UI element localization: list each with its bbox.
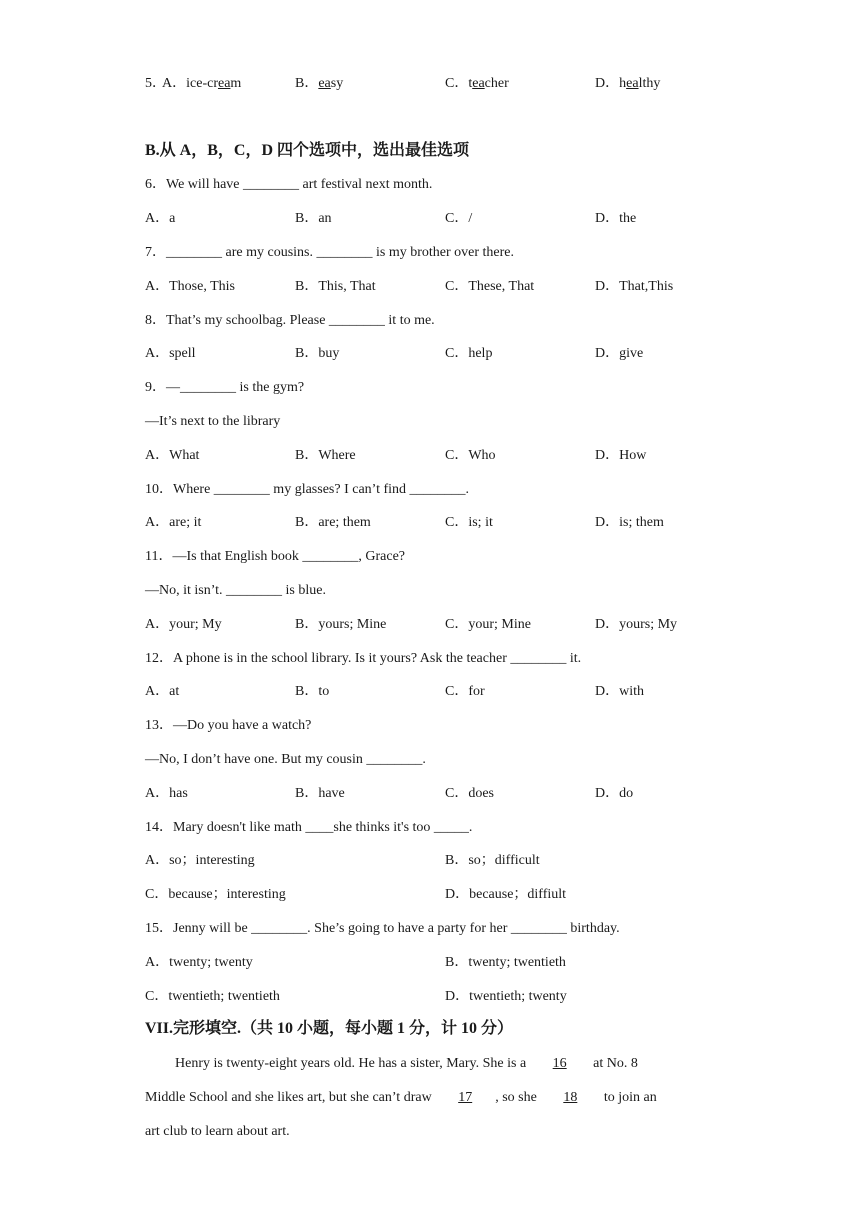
option-text: ice-cr bbox=[186, 76, 218, 91]
option-label: A． bbox=[162, 76, 187, 91]
option-9a: A．What bbox=[145, 448, 200, 463]
option-15b: B．twenty; twentieth bbox=[445, 955, 566, 970]
option-9c: C．Who bbox=[445, 448, 496, 463]
option-6b: B．an bbox=[295, 211, 332, 226]
question-10-stem: 10．Where ________ my glasses? I can’t find ________. bbox=[145, 482, 470, 497]
option-6d: D．the bbox=[595, 211, 637, 226]
question-12-stem: 12．A phone is in the school library. Is it yours? Ask the teacher ________ it. bbox=[145, 651, 582, 666]
option-6a: A．a bbox=[145, 211, 176, 226]
option-13d: D．do bbox=[595, 786, 634, 801]
option-label: B． bbox=[295, 76, 319, 91]
option-text: m bbox=[230, 76, 242, 91]
option-15c: C．twentieth; twentieth bbox=[145, 989, 280, 1004]
passage-text: , so she bbox=[495, 1090, 541, 1105]
passage-text: Henry is twenty-eight years old. He has a sister, Mary. She is a bbox=[175, 1056, 530, 1071]
option-12d: D．with bbox=[595, 684, 644, 699]
passage-line-1 bbox=[175, 1055, 638, 1073]
section-b-heading: B.从 A，B，C，D 四个选项中，选出最佳选项 bbox=[145, 142, 470, 159]
option-14a: A．so；interesting bbox=[145, 853, 255, 868]
blank-18[interactable]: 18 bbox=[563, 1090, 578, 1105]
option-8c: C．help bbox=[445, 346, 493, 361]
option-text: sy bbox=[330, 76, 344, 91]
question-11-stem: 11．—Is that English book ________, Grace? bbox=[145, 549, 405, 564]
underlined-letters: ea bbox=[318, 76, 331, 91]
option-7d: D．That,This bbox=[595, 279, 674, 294]
option-12a: A．at bbox=[145, 684, 180, 699]
option-15a: A．twenty; twenty bbox=[145, 955, 253, 970]
question-9-stem: 9．—________ is the gym? bbox=[145, 380, 305, 395]
question-5-number: 5． bbox=[145, 76, 166, 91]
option-7b: B．This, That bbox=[295, 279, 376, 294]
option-6c: C．/ bbox=[445, 211, 473, 226]
passage-text: at No. 8 bbox=[589, 1056, 638, 1071]
option-11c: C．your; Mine bbox=[445, 617, 531, 632]
blank-16[interactable]: 16 bbox=[552, 1056, 567, 1071]
option-text: t bbox=[468, 76, 473, 91]
option-9d: D．How bbox=[595, 448, 647, 463]
option-12b: B．to bbox=[295, 684, 330, 699]
option-9b: B．Where bbox=[295, 448, 356, 463]
question-11-reply: —No, it isn’t. ________ is blue. bbox=[145, 583, 326, 598]
option-13a: A．has bbox=[145, 786, 188, 801]
option-10d: D．is; them bbox=[595, 515, 664, 530]
option-14d: D．because；diffiult bbox=[445, 887, 567, 902]
option-8a: A．spell bbox=[145, 346, 196, 361]
option-7c: C．These, That bbox=[445, 279, 535, 294]
option-8b: B．buy bbox=[295, 346, 340, 361]
option-13b: B．have bbox=[295, 786, 345, 801]
underlined-letters: ea bbox=[217, 76, 231, 91]
underlined-letters: ea bbox=[626, 76, 639, 91]
question-8-stem: 8．That’s my schoolbag. Please ________ it to me. bbox=[145, 313, 435, 328]
section-vii-heading: VII.完形填空.（共 10 小题，每小题 1 分，计 10 分） bbox=[145, 1020, 514, 1037]
option-7a: A．Those, This bbox=[145, 279, 235, 294]
question-13-stem: 13．—Do you have a watch? bbox=[145, 718, 312, 733]
option-5c bbox=[445, 75, 509, 93]
passage-line-2 bbox=[145, 1089, 657, 1107]
option-5a bbox=[162, 75, 241, 93]
passage-line-3: art club to learn about art. bbox=[145, 1124, 290, 1139]
question-15-stem: 15．Jenny will be ________. She’s going to have a party for her ________ birthday. bbox=[145, 921, 620, 936]
option-15d: D．twentieth; twenty bbox=[445, 989, 567, 1004]
option-14c: C．because；interesting bbox=[145, 887, 286, 902]
option-14b: B．so；difficult bbox=[445, 853, 540, 868]
option-11a: A．your; My bbox=[145, 617, 222, 632]
option-10c: C．is; it bbox=[445, 515, 493, 530]
question-6-stem: 6．We will have ________ art festival next month. bbox=[145, 177, 433, 192]
option-text: h bbox=[619, 76, 627, 91]
underlined-letters: ea bbox=[472, 76, 485, 91]
option-11b: B．yours; Mine bbox=[295, 617, 387, 632]
option-5b bbox=[295, 75, 343, 93]
question-9-reply: —It’s next to the library bbox=[145, 414, 281, 429]
option-12c: C．for bbox=[445, 684, 485, 699]
option-11d: D．yours; My bbox=[595, 617, 678, 632]
option-label: C． bbox=[445, 76, 469, 91]
option-5d bbox=[595, 75, 660, 93]
passage-text: to join an bbox=[600, 1090, 657, 1105]
option-10a: A．are; it bbox=[145, 515, 202, 530]
option-10b: B．are; them bbox=[295, 515, 371, 530]
question-13-reply: —No, I don’t have one. But my cousin ________. bbox=[145, 752, 426, 767]
question-7-stem: 7．________ are my cousins. ________ is my brother over there. bbox=[145, 245, 514, 260]
blank-17[interactable]: 17 bbox=[458, 1090, 473, 1105]
option-text: cher bbox=[484, 76, 509, 91]
option-8d: D．give bbox=[595, 346, 644, 361]
option-13c: C．does bbox=[445, 786, 494, 801]
question-14-stem: 14．Mary doesn't like math ____she thinks it's too _____. bbox=[145, 820, 473, 835]
option-label: D． bbox=[595, 76, 620, 91]
option-text: lthy bbox=[638, 76, 661, 91]
passage-text: Middle School and she likes art, but she can’t draw bbox=[145, 1090, 436, 1105]
